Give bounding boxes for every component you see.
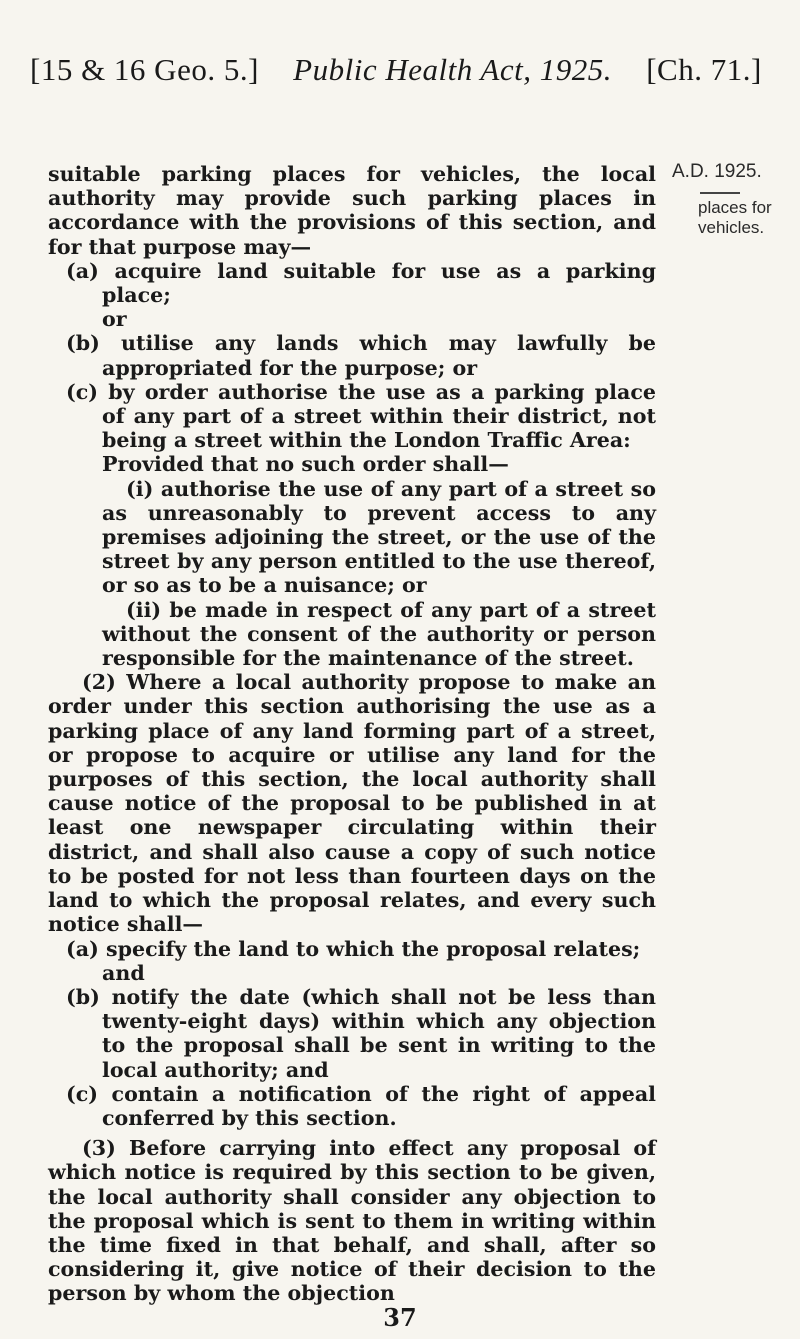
subsection-2-b: (b) notify the date (which shall not be less than twenty-eight days) within which any objection to the proposal shall be sent in writing to the local authority; and (66, 984, 656, 1082)
subsection-2-a: (a) specify the land to which the proposal relates; (66, 936, 641, 961)
section-text (48, 162, 656, 1306)
clause-a-or: or (102, 307, 127, 332)
margin-year: A.D. 1925. (672, 161, 762, 182)
proviso-line: Provided that no such order shall— (102, 452, 509, 477)
subsection-2-a-and: and (102, 960, 145, 985)
running-header (30, 52, 762, 88)
margin-sidenote: places for vehicles. (698, 198, 772, 237)
subsection-2: (2) Where a local authority propose to make an order under this section authorising the use as a parking place of any land forming part of a street, or propose to acquire or utilise any land for the purposes of this section, the local authority shall cause notice of the proposal to be published in at least one newspaper circulating within their district, and shall also cause a copy of such notice to be posted for not less than fourteen days on the land to which the proposal relates, and every such notice shall— (48, 670, 656, 937)
clause-c: (c) by order authorise the use as a parking place of any part of a street within their district, not being a street within the London Traffic Area: (66, 379, 656, 453)
margin-note (672, 162, 792, 238)
subsection-3: (3) Before carrying into effect any proposal of which notice is required by this section to be given, the local authority shall consider any objection to the proposal which is sent to them in writing within the time fixed in that behalf, and shall, after so considering it, give notice of their decision to the person by whom the objection (48, 1136, 656, 1306)
proviso-i: (i) authorise the use of any part of a street so as unreasonably to prevent access to any premises adjoining the street, or the use of the street by any person entitled to the use thereof, or so as to be a nuisance; or (102, 476, 656, 598)
page-number: 37 (383, 1303, 417, 1332)
clause-a: (a) acquire land suitable for use as a parking place; (66, 258, 656, 308)
proviso-ii: (ii) be made in respect of any part of a street without the consent of the authority or person responsible for the maintenance of the street. (102, 597, 656, 671)
intro-paragraph: suitable parking places for vehicles, the local authority may provide such parking places in accordance with the provisions of this section, and for that purpose may— (48, 162, 656, 259)
clause-b: (b) utilise any lands which may lawfully be appropriated for the purpose; or (66, 331, 656, 380)
margin-rule (700, 192, 740, 194)
subsection-2-c: (c) contain a notification of the right of appeal conferred by this section. (66, 1081, 656, 1130)
header-session-ref: [15 & 16 Geo. 5.] (30, 52, 259, 87)
header-chapter: [Ch. 71.] (646, 52, 762, 87)
header-act-title: Public Health Act, 1925. (293, 52, 612, 87)
